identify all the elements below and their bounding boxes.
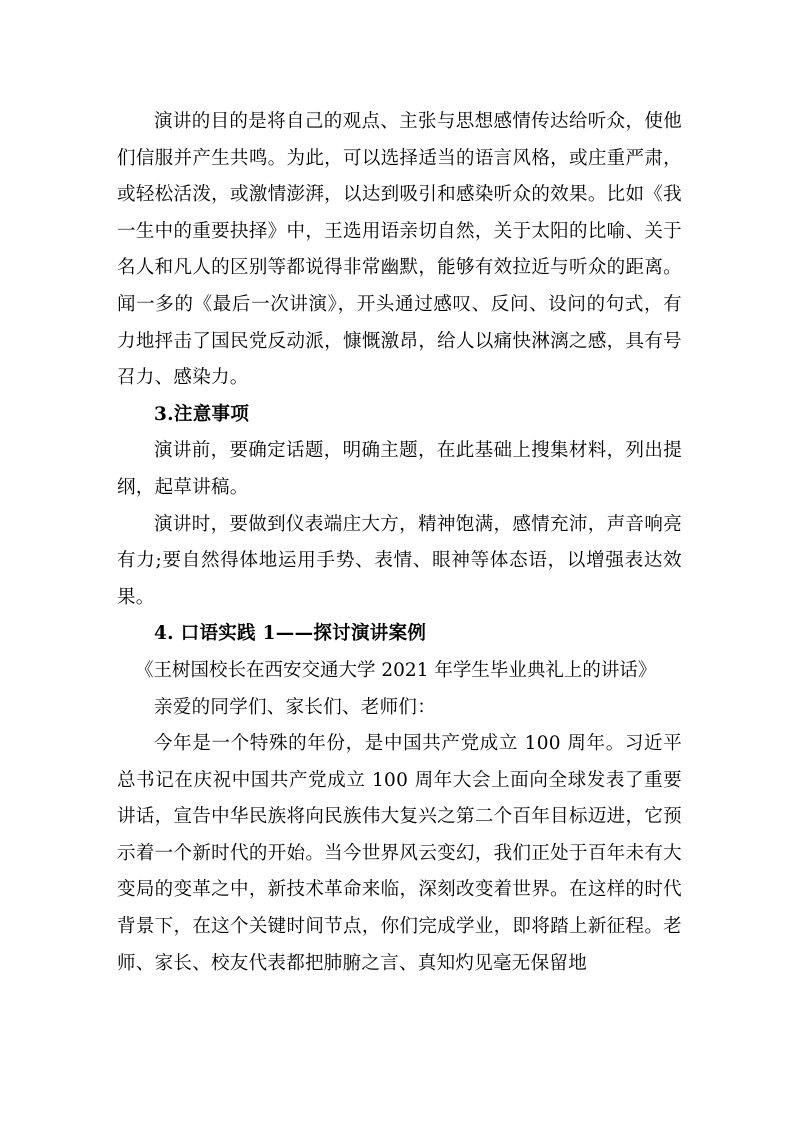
speech-greeting: 亲爱的同学们、家长们、老师们： [154,696,437,718]
heading-notes: 3.注意事项 [154,403,250,425]
paragraph-speech-purpose: 演讲的目的是将自己的观点、主张与思想感情传达给听众，使他们信服并产生共鸣。为此，可以选择适当的语言风格，或庄重严肃，或轻松活泼，或激情澎湃，以达到吸引和感染听众的效果。比如《我一生中的重要抉择》中，王选用语亲切自然，关于太阳的比喻、关于名人和凡人的区别等都说得非常幽默，能够有效拉近与听众的距离。闻一多的《最后一次讲演》，开头通过感叹、反问、设问的句式，有力地抨击了国民党反动派，慷慨激昂，给人以痛快淋漓之感，具有号召力、感染力。 [117,111,682,389]
heading-oral-practice: 4. 口语实践 1——探讨演讲案例 [154,623,427,645]
paragraph-before-speech: 演讲前，要确定话题，明确主题，在此基础上搜集材料，列出提纲，起草讲稿。 [117,440,682,498]
document-page [117,104,682,982]
speech-body-paragraph: 今年是一个特殊的年份，是中国共产党成立 100 周年。习近平总书记在庆祝中国共产党成立 100 周年大会上面向全球发表了重要讲话，宣告中华民族将向民族伟大复兴之第二个百年目标迈进，它预示着一个新时代的开始。当今世界风云变幻，我们正处于百年未有大变局的变革之中，新技术革命来临，深刻改变着世界。在这样的时代背景下，在这个关键时间节点，你们完成学业，即将踏上新征程。老师、家长、校友代表都把肺腑之言、真知灼见毫无保留地 [117,733,682,974]
speech-title: 《王树国校长在西安交通大学 2021 年学生毕业典礼上的讲话》 [135,659,657,681]
paragraph-during-speech: 演讲时，要做到仪表端庄大方，精神饱满，感情充沛，声音响亮有力;要自然得体地运用手势、表情、眼神等体态语，以增强表达效果。 [117,513,682,608]
